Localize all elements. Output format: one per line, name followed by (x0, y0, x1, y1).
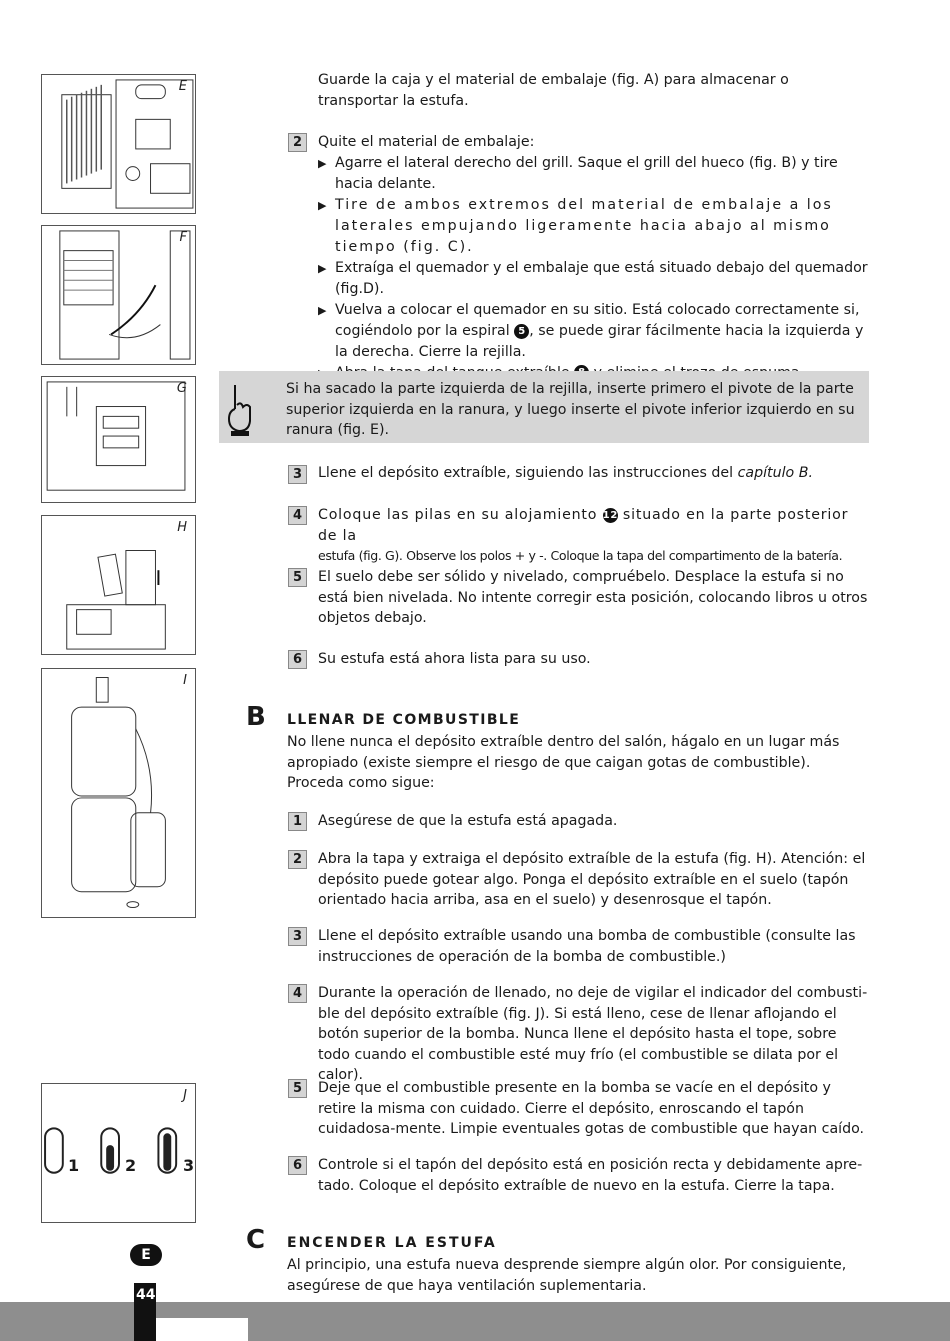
figure-g (41, 376, 196, 503)
fuel-gauge-illustration (42, 1084, 195, 1222)
tank-removal-illustration (42, 516, 195, 654)
step-2-block (318, 132, 870, 384)
figure-e (41, 74, 196, 214)
step-text: Deje que el combustible presente en la bomba se vacíe en el depósito y retire la misma con cuidado. Cierre el depósito, enroscando el tapón cuidadosa-mente. Limpie eventuales gotas de combustible que hayan caído. (318, 1080, 865, 1138)
gauge-label-2: 2 (125, 1156, 137, 1175)
figure-label: I (183, 673, 187, 688)
step-6-text: Su estufa está ahora lista para su uso. (318, 651, 591, 667)
part-ref-badge: 12 (602, 509, 619, 521)
section-letter: B (246, 702, 266, 732)
bullet-text: Tire de ambos extremos del material de embalaje a los laterales empujando ligeramente hacia abajo al mismo tiempo (fig. C). (335, 196, 833, 255)
figure-label: E (178, 79, 187, 94)
figure-label: F (179, 230, 187, 245)
note-text: Si ha sacado la parte izquierda de la rejilla, inserte primero el pivote de la parte superior izquierda en la ranura, y luego inserte el pivote inferior izquierdo en su ranura (fig. E). (286, 381, 855, 439)
section-intro: Al principio, una estufa nueva desprende siempre algún olor. Por consiguiente, asegúrese de que haya ventilación suplementaria. (287, 1257, 847, 1294)
step-5-text: El suelo debe ser sólido y nivelado, compruébelo. Desplace la estufa si no está bien nivelada. No intente corregir esta posición, colocando libros u otros objetos debajo. (318, 569, 868, 627)
fuel-pump-illustration (42, 669, 195, 917)
step-2-title: Quite el material de embalaje: (318, 134, 535, 150)
figure-h (41, 515, 196, 655)
footer-tab (156, 1318, 248, 1341)
step-number: 1 (288, 812, 307, 831)
battery-compartment-illustration (42, 377, 195, 502)
step-number: 2 (288, 133, 307, 152)
bullet-item (318, 153, 870, 195)
figure-label: H (177, 520, 187, 535)
step-text: situado en la parte posterior de la (318, 507, 849, 544)
chapter-ref: capítulo B. (737, 465, 813, 481)
gauge-label-3: 3 (183, 1156, 195, 1175)
bullet-text: Extraíga el quemador y el embalaje que está situado debajo del quemador (fig.D). (335, 259, 868, 298)
step-text: Controle si el tapón del depósito está en posición recta y debidamente apre-tado. Coloque el depósito extraíble de nuevo en la estufa. Cierre la tapa. (318, 1157, 863, 1194)
bullet-text: , se puede girar fácilmente hacia la izquierda y la derecha. Cierre la rejilla. (335, 323, 864, 360)
stove-grill-illustration (42, 75, 195, 213)
page-number: 44 (136, 1287, 156, 1303)
step-text: estufa (fig. G). Observe los polos + y -. Coloque la tapa del compartimento de la batería. (318, 548, 843, 564)
bullet-text: Vuelva a colocar el quemador en su sitio. Está colocado correctamente si, cogiéndolo por la espiral (335, 301, 860, 340)
step-number: 4 (288, 984, 307, 1003)
gauge-label-1: 1 (68, 1156, 80, 1175)
figure-f (41, 225, 196, 365)
step-text: Durante la operación de llenado, no deje de vigilar el indicador del combusti-ble del depósito extraíble (fig. J). Si está lleno, cese de llenar aflojando el botón superior de la bomba. Nunca llene el depósito hasta el tope, sobre todo cuando el combustible esté muy frío (el combustible se dilata por el calor). (318, 985, 868, 1084)
language-badge: E (130, 1244, 162, 1266)
step-text: Abra la tapa y extraiga el depósito extraíble de la estufa (fig. H). Atención: el depósito puede gotear algo. Ponga el depósito extraíble en el suelo (tapón orientado hacia arriba, asa en el suelo) y desenrosque el tapón. (318, 851, 866, 909)
step-text: Asegúrese de que la estufa está apagada. (318, 813, 618, 829)
figure-i (41, 668, 196, 918)
section-intro: No llene nunca el depósito extraíble dentro del salón, hágalo en un lugar más apropiado (existe siempre el riesgo de que caigan gotas de combustible). Proceda como sigue: (287, 734, 840, 792)
step-number: 5 (288, 1079, 307, 1098)
step-number: 4 (288, 506, 307, 525)
bullet-item (318, 195, 870, 258)
figure-j (41, 1083, 196, 1223)
step-4-text (318, 505, 870, 567)
step-number: 5 (288, 568, 307, 587)
step-number: 6 (288, 1156, 307, 1175)
step-text: Llene el depósito extraíble, siguiendo las instrucciones del (318, 465, 734, 481)
step-number: 3 (288, 927, 307, 946)
step-number: 2 (288, 850, 307, 869)
step-text: Coloque las pilas en su alojamiento (318, 507, 598, 523)
figure-label: G (176, 381, 187, 396)
bullet-item (318, 258, 870, 300)
step-number: 3 (288, 465, 307, 484)
burner-illustration (42, 226, 195, 364)
step-number: 6 (288, 650, 307, 669)
figure-label: J (183, 1088, 187, 1103)
step-text: Llene el depósito extraíble usando una bomba de combustible (consulte las instrucciones de operación de la bomba de combustible.) (318, 928, 856, 965)
section-title: ENCENDER LA ESTUFA (287, 1235, 497, 1251)
bullet-text: Agarre el lateral derecho del grill. Saque el grill del hueco (fig. B) y tire hacia delante. (335, 154, 838, 193)
intro-text: Guarde la caja y el material de embalaje (fig. A) para almacenar o transportar la estufa. (318, 72, 789, 109)
part-ref-badge: 5 (514, 324, 529, 339)
section-letter: C (246, 1225, 266, 1255)
note-box (219, 371, 869, 443)
bullet-item (318, 300, 870, 363)
section-title: LLENAR DE COMBUSTIBLE (287, 712, 521, 728)
step-3-text (318, 463, 870, 484)
pointing-hand-icon (223, 381, 255, 437)
